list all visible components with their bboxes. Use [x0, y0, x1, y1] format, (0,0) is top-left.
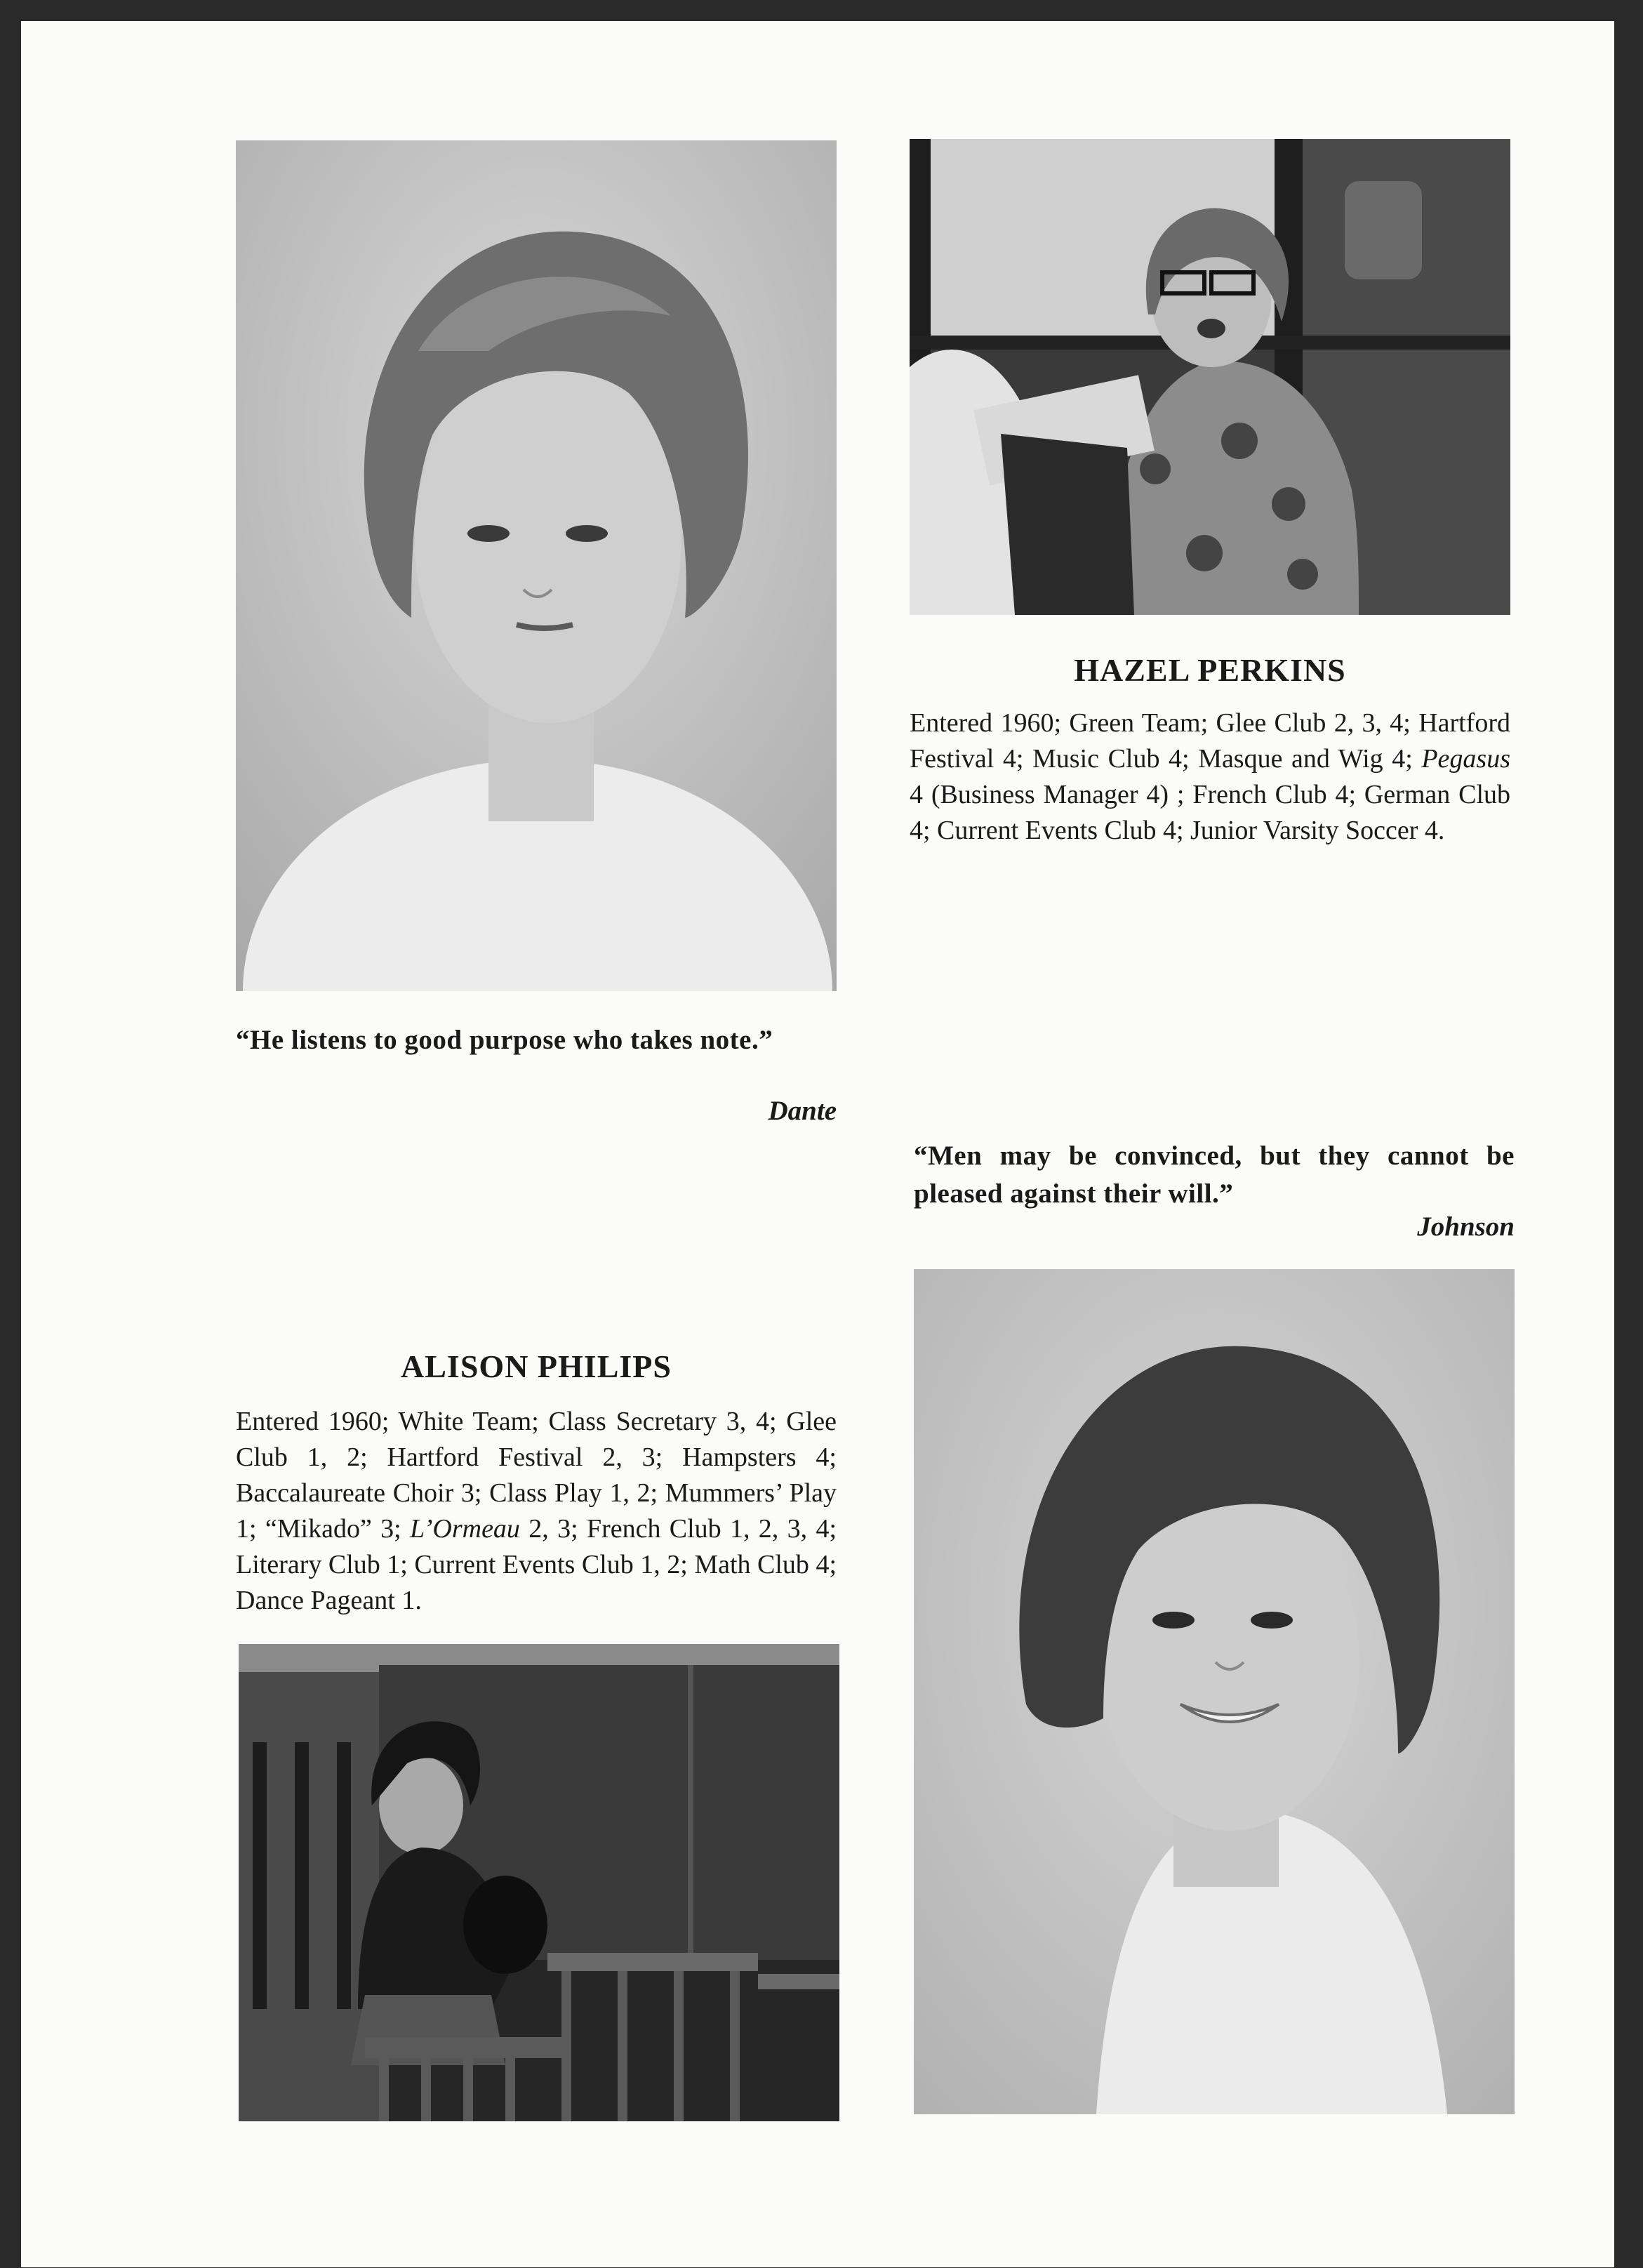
- bio-text-segment: Entered 1960; White Team; Class Secretary 3, 4; Glee Club 1, 2; Hartford Festival 2, 3; Hampsters 4; Baccalaureate Choir 3; Class Play 1, 2; Mummers’ Play 1; “Mikado” 3;: [236, 1407, 837, 1544]
- portrait-photo-bottom-right: [914, 1269, 1515, 2114]
- portrait-photo-top-left: [236, 140, 837, 991]
- student-name-hazel-perkins: HAZEL PERKINS: [1074, 652, 1346, 688]
- yearbook-page: [21, 21, 1614, 2267]
- student-name-alison-philips: ALISON PHILIPS: [401, 1348, 672, 1384]
- candid-photo-alison: [239, 1644, 839, 2121]
- bio-text-segment: Entered 1960; Green Team; Glee Club 2, 3, 4; Hartford Festival 4; Music Club 4; Masque and Wig 4;: [910, 708, 1510, 774]
- bio-text-segment: 2, 3; French Club 1, 2, 3, 4; Literary Club 1; Current Events Club 1, 2; Math Club 4; Dance Pageant 1.: [236, 1514, 837, 1615]
- quote-author-johnson: Johnson: [1417, 1212, 1515, 1242]
- bio-title-italic: Pegasus: [1421, 744, 1510, 774]
- student-bio-alison-philips: [236, 1404, 837, 1619]
- quote-author-dante: Dante: [768, 1096, 837, 1126]
- student-bio-hazel-perkins: [910, 705, 1510, 849]
- candid-photo-hazel: [910, 139, 1510, 615]
- quote-dante: “He listens to good purpose who takes note.”: [236, 1025, 773, 1055]
- bio-title-italic: L’Ormeau: [410, 1514, 520, 1544]
- bio-text-segment: 4 (Business Manager 4) ; French Club 4; German Club 4; Current Events Club 4; Junior Varsity Soccer 4.: [910, 780, 1510, 845]
- quote-johnson: “Men may be convinced, but they cannot be pleased against their will.”: [914, 1141, 1515, 1209]
